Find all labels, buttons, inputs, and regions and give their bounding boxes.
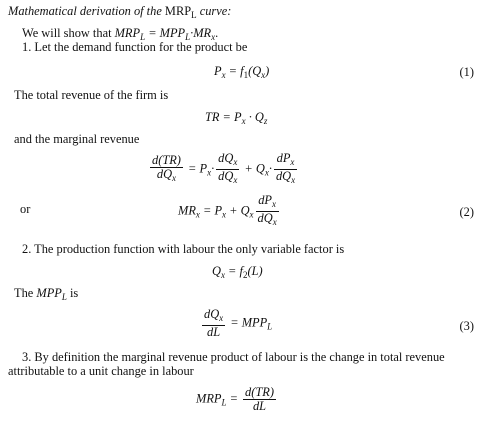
eq2-psub: x — [222, 209, 227, 220]
intro-dot: ·MR — [190, 26, 212, 40]
eq2-lhs: MR — [178, 203, 196, 218]
step-3-line2: attributable to a unit change in labour — [8, 364, 194, 378]
frac-dqx-dl — [202, 308, 225, 339]
eq2-qsub: x — [249, 209, 254, 220]
heading-mrp: MRP — [164, 4, 192, 18]
equation-3-number: (3) — [459, 319, 474, 333]
or-text: or — [20, 202, 31, 216]
eq1-close: ) — [265, 64, 270, 78]
frac-dtr-dqx — [150, 154, 183, 185]
equation-1-number: (1) — [459, 65, 474, 79]
section-heading — [8, 4, 231, 23]
f2-num-text: dQ — [218, 151, 234, 165]
f3-num-text: dP — [276, 151, 291, 165]
eq1-arg-sub: x — [261, 70, 266, 80]
mrp-den: dL — [252, 399, 267, 413]
frac3-num — [274, 152, 297, 170]
eq2-fnum-sub: x — [272, 199, 276, 209]
eq3-num-sub: x — [219, 313, 224, 323]
mrp-num: d(TR) — [245, 385, 274, 399]
mpp-tail: is — [66, 286, 79, 300]
frac2-num — [216, 152, 239, 170]
eq1-mid: = f — [225, 64, 244, 78]
intro-end: . — [215, 26, 219, 40]
intro-sub2: L — [185, 32, 191, 42]
mr1-eq: = P — [184, 161, 208, 176]
mr1-plus: + Q — [241, 161, 265, 176]
eq3-num-text: dQ — [204, 307, 220, 321]
eq2-fnum-text: dP — [258, 193, 272, 207]
total-revenue-text: The total revenue of the firm is — [14, 88, 169, 102]
mr1-dot2: · — [268, 161, 272, 176]
step-2-text: 2. The production function with labour the only variable factor is — [22, 242, 345, 256]
eq2-fden-sub: x — [272, 217, 277, 227]
equation-2 — [178, 194, 281, 229]
eq2-frac-den — [256, 212, 279, 229]
f3-num-sub: x — [290, 157, 295, 167]
heading-sub: L — [191, 10, 197, 20]
mpp-lead: The — [14, 286, 37, 300]
mpp-text — [14, 286, 78, 305]
eq1-arg: (Q — [248, 64, 262, 78]
frac3-den — [274, 170, 297, 187]
eq2-lhs-sub: x — [195, 209, 200, 220]
mr1-psub: x — [207, 167, 212, 178]
f3-den-text: dQ — [275, 169, 292, 183]
frac-den — [150, 168, 183, 185]
equation-2-number: (2) — [459, 205, 474, 219]
intro-sub1: L — [140, 32, 146, 42]
eq2-frac-num — [256, 194, 279, 212]
heading-prefix: Mathematical derivation of the — [8, 4, 165, 18]
f2-num-sub: x — [233, 157, 238, 167]
eq1-lhs: P — [214, 64, 222, 78]
eqtr-s1: x — [241, 116, 246, 126]
equation-mr-derivative — [148, 152, 299, 187]
frac-num: d(TR) — [152, 153, 181, 167]
eq2-plus: + Q — [226, 203, 250, 218]
equation-production — [212, 264, 263, 283]
eqq-mid: = f — [224, 264, 243, 278]
eqtr-text: TR = P — [205, 110, 242, 124]
frac-den-text: dQ — [156, 167, 173, 181]
eq3-eq: = MPP — [227, 315, 268, 330]
intro-expr: MRP — [114, 26, 141, 40]
f2-den-text: dQ — [218, 169, 234, 183]
eqtr-dot: · Q — [245, 110, 264, 124]
f3-den-sub: x — [291, 175, 296, 185]
equation-mrp — [196, 386, 278, 413]
eqq-fsub: 2 — [242, 270, 248, 280]
equation-1 — [214, 64, 269, 83]
equation-tr — [205, 110, 267, 129]
intro-lead: We will show that — [22, 26, 115, 40]
eq2-fden-text: dQ — [257, 211, 273, 225]
equation-3 — [200, 308, 272, 339]
eqq-lhs-sub: x — [220, 270, 225, 280]
eq3-den: dL — [207, 325, 221, 339]
eq1-lhs-sub: x — [221, 70, 226, 80]
step-3-line1: 3. By definition the marginal revenue product of labour is the change in total revenue — [22, 350, 445, 364]
mpp-sub: L — [61, 292, 67, 302]
f2-den-sub: x — [233, 175, 238, 185]
mr1-dot1: · — [211, 161, 215, 176]
frac-den-sub: x — [172, 173, 177, 183]
mrp-lhs-sub: L — [221, 397, 227, 408]
mpp-expr: MPP — [36, 286, 62, 300]
eqq-arg: (L) — [247, 264, 263, 278]
mr1-qsub: x — [264, 167, 269, 178]
frac-dtr-dl — [243, 386, 276, 413]
frac-dpx-dqx-2 — [256, 194, 279, 229]
eqtr-s2: z — [263, 116, 268, 126]
mrp-eq: = — [226, 391, 242, 406]
heading-suffix: curve: — [196, 4, 232, 18]
marginal-revenue-text: and the marginal revenue — [14, 132, 140, 146]
frac-dqx-dqx — [216, 152, 239, 187]
intro-sub3: x — [211, 32, 216, 42]
eqq-lhs: Q — [212, 264, 221, 278]
frac2-den — [216, 170, 239, 187]
intro-eq: = MPP — [145, 26, 186, 40]
eq3-num — [202, 308, 225, 326]
eq3-rhs-sub: L — [267, 321, 273, 332]
eq1-f-sub: 1 — [243, 70, 249, 80]
step-1-text: 1. Let the demand function for the product be — [22, 40, 248, 54]
mrp-lhs: MRP — [196, 391, 222, 406]
frac-dpx-dqx — [274, 152, 297, 187]
eq2-eq: = P — [199, 203, 223, 218]
